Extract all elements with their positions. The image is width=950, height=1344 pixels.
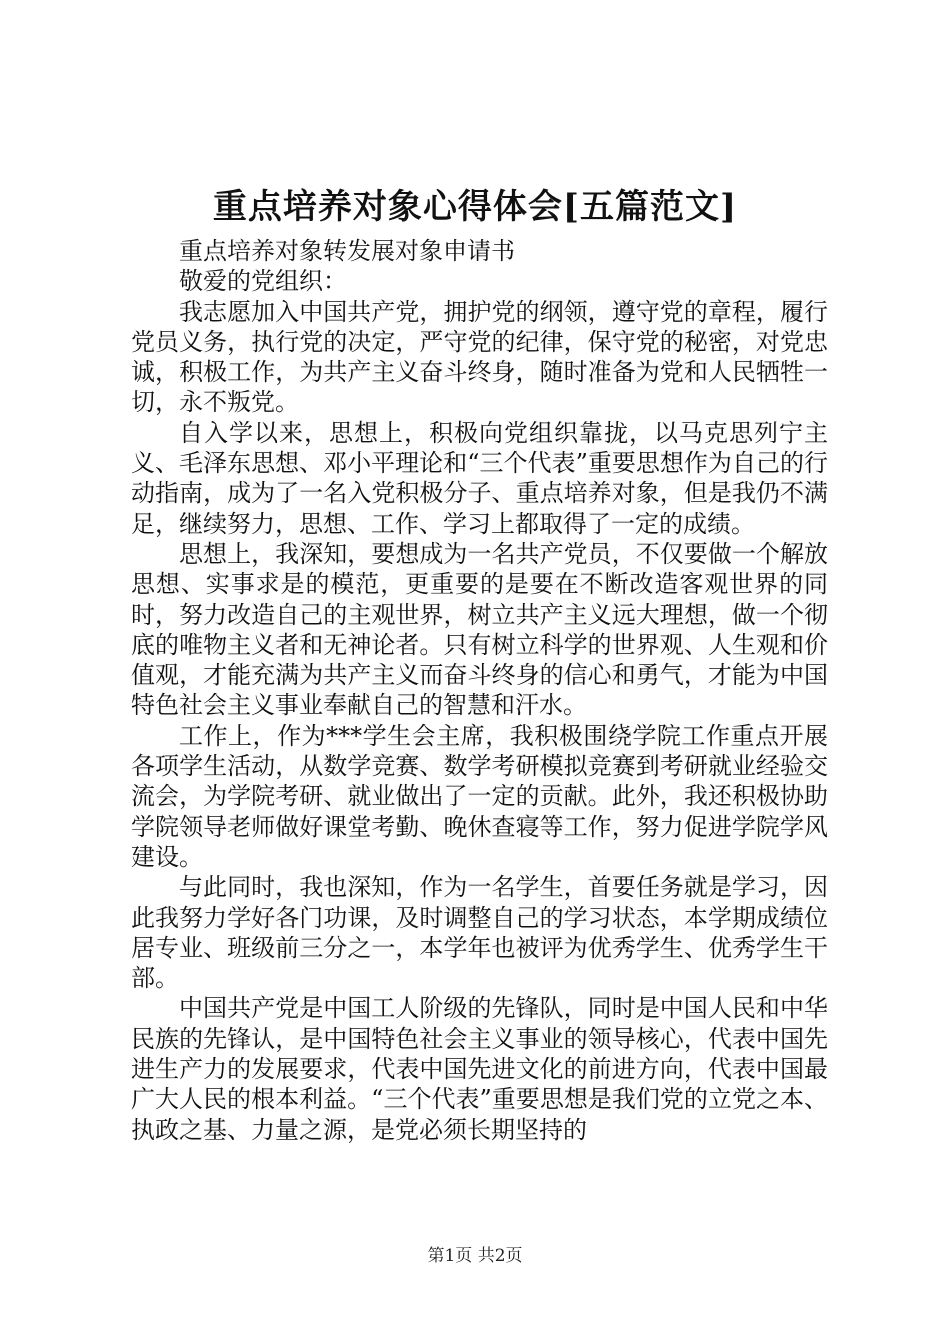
paragraph: 与此同时，我也深知，作为一名学生，首要任务就是学习，因此我努力学好各门功课，及时调整自己的学习状态，本学期成绩位居专业、班级前三分之一，本学年也被评为优秀学生、优秀学生干部。 — [131, 873, 828, 993]
paragraph: 我志愿加入中国共产党，拥护党的纲领，遵守党的章程，履行党员义务，执行党的决定，严守党的纪律，保守党的秘密，对党忠诚，积极工作，为共产主义奋斗终身，随时准备为党和人民牺牲一切，永不叛党。 — [131, 297, 828, 417]
paragraph: 中国共产党是中国工人阶级的先锋队，同时是中国人民和中华民族的先锋认，是中国特色社会主义事业的领导核心，代表中国先进生产力的发展要求，代表中国先进文化的前进方向，代表中国最广大人民的根本利益。“三个代表”重要思想是我们党的立党之本、执政之基、力量之源，是党必须长期坚持的 — [131, 994, 828, 1144]
page-number-footer: 第1页 共2页 — [427, 1246, 523, 1266]
paragraph: 工作上，作为***学生会主席，我积极围绕学院工作重点开展各项学生活动，从数学竞赛、数学考研模拟竞赛到考研就业经验交流会，为学院考研、就业做出了一定的贡献。此外，我还积极协助学院领导老师做好课堂考勤、晚休查寝等工作，努力促进学院学风建设。 — [131, 721, 828, 871]
paragraph: 自入学以来，思想上，积极向党组织靠拢，以马克思列宁主义、毛泽东思想、邓小平理论和“三个代表”重要思想作为自己的行动指南，成为了一名入党积极分子、重点培养对象，但是我仍不满足，继续努力，思想、工作、学习上都取得了一定的成绩。 — [131, 418, 828, 538]
document-body — [131, 236, 828, 1145]
paragraph: 思想上，我深知，要想成为一名共产党员，不仅要做一个解放思想、实事求是的模范，更重要的是要在不断改造客观世界的同时，努力改造自己的主观世界，树立共产主义远大理想，做一个彻底的唯物主义者和无神论者。只有树立科学的世界观、人生观和价值观，才能充满为共产主义而奋斗终身的信心和勇气，才能为中国特色社会主义事业奉献自己的智慧和汗水。 — [131, 539, 828, 720]
document-title: 重点培养对象心得体会[五篇范文] — [212, 187, 738, 227]
paragraph-salutation: 敬爱的党组织： — [179, 267, 347, 296]
paragraph-subtitle: 重点培养对象转发展对象申请书 — [179, 237, 515, 265]
